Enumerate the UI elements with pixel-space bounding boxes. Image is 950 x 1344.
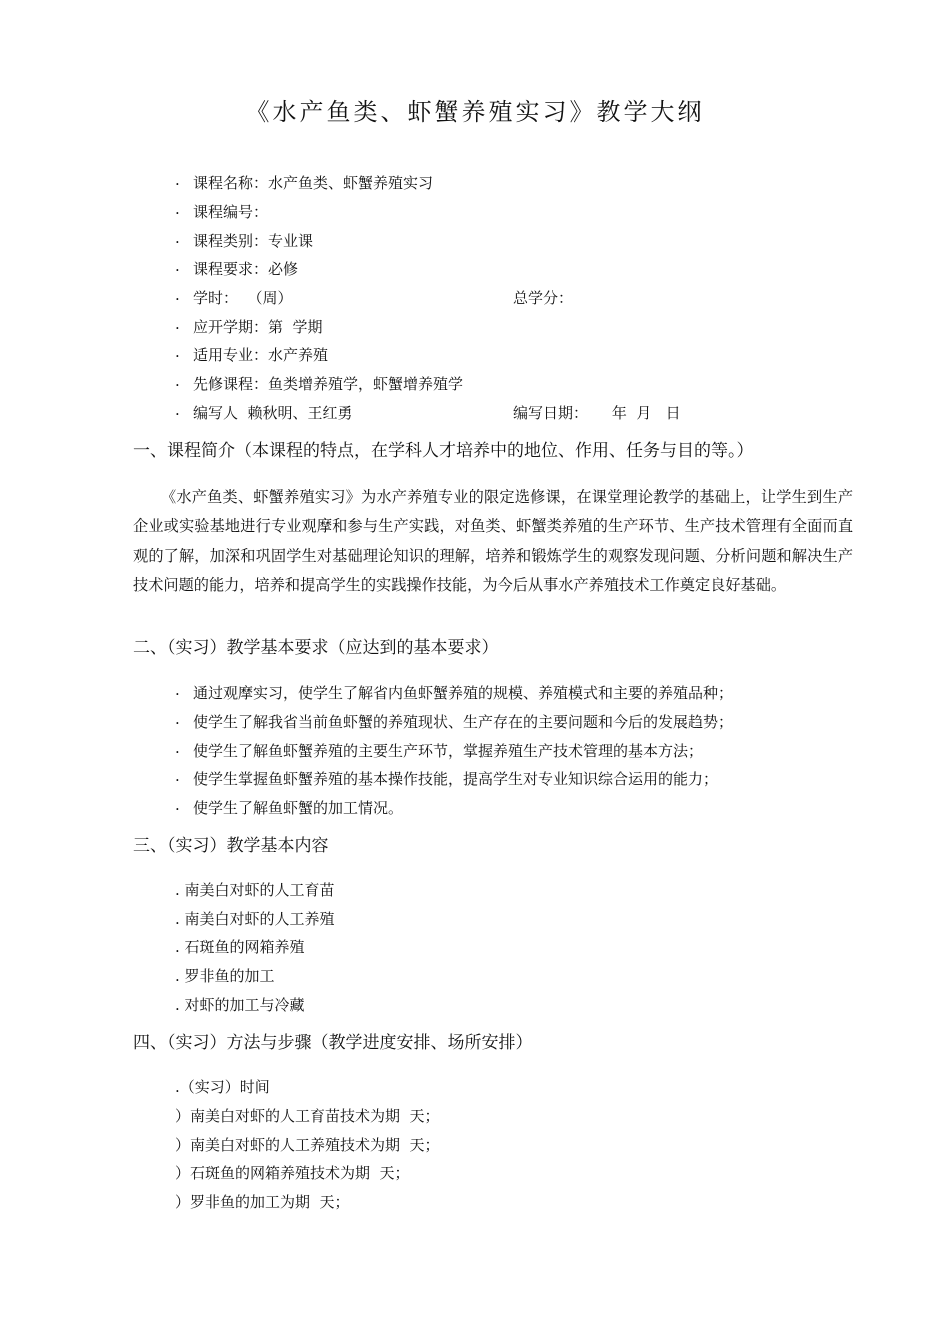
schedule-item: .（实习）时间 xyxy=(175,1078,270,1096)
section-4-heading: 四、（实习）方法与步骤（教学进度安排、场所安排） xyxy=(133,1033,533,1053)
schedule-item: ）南美白对虾的人工育苗技术为期 天； xyxy=(175,1107,440,1125)
bullet: · xyxy=(175,405,180,423)
bullet: · xyxy=(175,714,180,732)
content-item: . 对虾的加工与冷藏 xyxy=(175,996,305,1014)
section-2-heading: 二、（实习）教学基本要求（应达到的基本要求） xyxy=(133,638,499,658)
course-date: 编写日期： 年 月 日 xyxy=(513,404,681,422)
bullet: · xyxy=(175,319,180,337)
course-author: 编写人 赖秋明、王红勇 xyxy=(193,404,353,422)
schedule-item: ）石斑鱼的网箱养殖技术为期 天； xyxy=(175,1164,410,1182)
document-title: 《水产鱼类、虾蟹养殖实习》教学大纲 xyxy=(245,98,705,126)
requirement-item: 使学生了解我省当前鱼虾蟹的养殖现状、生产存在的主要问题和今后的发展趋势； xyxy=(193,713,734,731)
content-item: . 南美白对虾的人工育苗 xyxy=(175,881,335,899)
requirement-item: 使学生了解鱼虾蟹养殖的主要生产环节，掌握养殖生产技术管理的基本方法； xyxy=(193,742,704,760)
course-hours: 学时： （周） xyxy=(193,289,293,307)
bullet: · xyxy=(175,685,180,703)
bullet: · xyxy=(175,204,180,222)
bullet: · xyxy=(175,376,180,394)
bullet: · xyxy=(175,800,180,818)
content-item: . 罗非鱼的加工 xyxy=(175,967,275,985)
requirement-item: 通过观摩实习，使学生了解省内鱼虾蟹养殖的规模、养殖模式和主要的养殖品种； xyxy=(193,684,734,702)
course-prerequisites: 先修课程：鱼类增养殖学，虾蟹增养殖学 xyxy=(193,375,464,393)
course-code: 课程编号： xyxy=(193,203,269,221)
bullet: · xyxy=(175,743,180,761)
content-item: . 南美白对虾的人工养殖 xyxy=(175,910,335,928)
section-1-body: 《水产鱼类、虾蟹养殖实习》为水产养殖专业的限定选修课，在课堂理论教学的基础上，让学生到生产企业或实验基地进行专业观摩和参与生产实践，对鱼类、虾蟹类养殖的生产环节、生产技术管理有全面而直观的了解，加深和巩固学生对基础理论知识的理解，培养和锻炼学生的观察发现问题、分析问题和解决生产技术问题的能力，培养和提高学生的实践操作技能，为今后从事水产养殖技术工作奠定良好基础。 xyxy=(133,488,853,595)
bullet: · xyxy=(175,347,180,365)
requirement-item: 使学生了解鱼虾蟹的加工情况。 xyxy=(193,799,404,817)
bullet: · xyxy=(175,175,180,193)
course-requirement: 课程要求：必修 xyxy=(193,260,299,278)
bullet: · xyxy=(175,771,180,789)
course-semester: 应开学期：第 学期 xyxy=(193,318,323,336)
section-1-heading: 一、课程简介（本课程的特点，在学科人才培养中的地位、作用、任务与目的等。） xyxy=(133,441,754,461)
course-credits: 总学分： xyxy=(513,289,574,307)
bullet: · xyxy=(175,261,180,279)
course-category: 课程类别：专业课 xyxy=(193,232,314,250)
bullet: · xyxy=(175,233,180,251)
section-3-heading: 三、（实习）教学基本内容 xyxy=(133,836,329,856)
schedule-item: ）罗非鱼的加工为期 天； xyxy=(175,1193,350,1211)
requirement-item: 使学生掌握鱼虾蟹养殖的基本操作技能，提高学生对专业知识综合运用的能力； xyxy=(193,770,719,788)
course-name: 课程名称：水产鱼类、虾蟹养殖实习 xyxy=(193,174,434,192)
schedule-item: ）南美白对虾的人工养殖技术为期 天； xyxy=(175,1136,440,1154)
course-major: 适用专业：水产养殖 xyxy=(193,346,329,364)
bullet: · xyxy=(175,290,180,308)
content-item: . 石斑鱼的网箱养殖 xyxy=(175,938,305,956)
